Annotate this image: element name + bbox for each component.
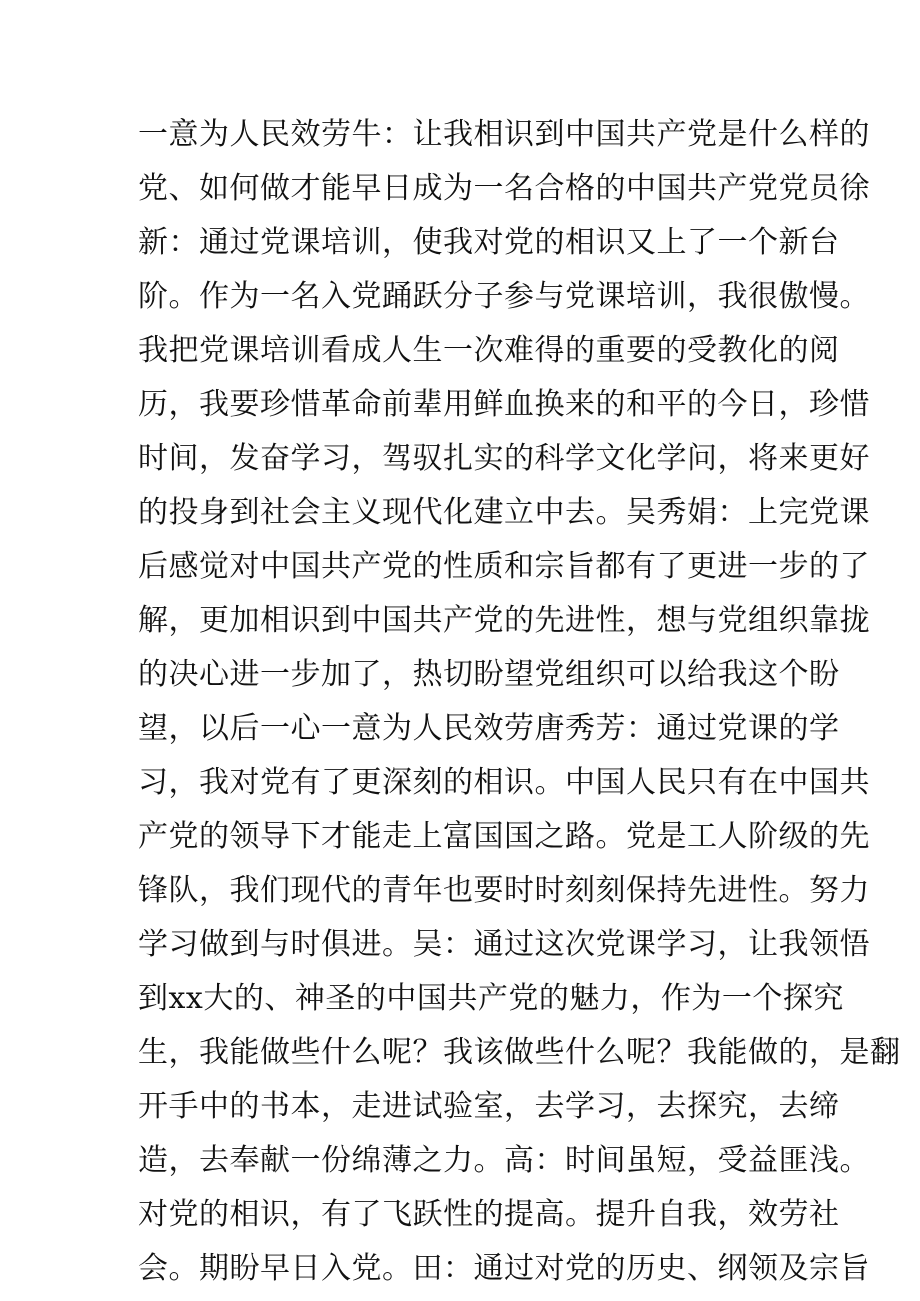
- text-line: 习，我对党有了更深刻的相识。中国人民只有在中国共: [138, 765, 870, 800]
- text-line: 会。期盼早日入党。田：通过对党的历史、纲领及宗旨: [138, 1251, 870, 1286]
- text-line: 产党的领导下才能走上富国国之路。党是工人阶级的先: [138, 819, 870, 854]
- text-line: 的投身到社会主义现代化建立中去。吴秀娟：上完党课: [138, 495, 870, 530]
- text-line: 解，更加相识到中国共产党的先进性，想与党组织靠拢: [138, 603, 870, 638]
- text-line: 的决心进一步加了，热切盼望党组织可以给我这个盼: [138, 657, 840, 692]
- text-line: 新：通过党课培训，使我对党的相识又上了一个新台: [138, 225, 840, 260]
- text-line: 时间，发奋学习，驾驭扎实的科学文化学问，将来更好: [138, 441, 870, 476]
- text-line: 对党的相识，有了飞跃性的提高。提升自我，效劳社: [138, 1197, 840, 1232]
- text-line: 到xx大的、神圣的中国共产党的魅力，作为一个探究: [138, 981, 844, 1016]
- text-line: 党、如何做才能早日成为一名合格的中国共产党党员徐: [138, 171, 870, 206]
- text-line: 我把党课培训看成人生一次难得的重要的受教化的阅: [138, 333, 840, 368]
- text-line: 开手中的书本，走进试验室，去学习，去探究，去缔: [138, 1089, 840, 1124]
- text-line: 一意为人民效劳牛：让我相识到中国共产党是什么样的: [138, 117, 870, 152]
- text-line: 生，我能做些什么呢？我该做些什么呢？我能做的，是翻: [138, 1035, 901, 1070]
- text-line: 阶。作为一名入党踊跃分子参与党课培训，我很傲慢。: [138, 279, 870, 314]
- text-line: 后感觉对中国共产党的性质和宗旨都有了更进一步的了: [138, 549, 870, 584]
- text-line: 锋队，我们现代的青年也要时时刻刻保持先进性。努力: [138, 873, 870, 908]
- text-line: 历，我要珍惜革命前辈用鲜血换来的和平的今日，珍惜: [138, 387, 870, 422]
- text-line: 学习做到与时俱进。吴：通过这次党课学习，让我领悟: [138, 927, 870, 962]
- text-line: 造，去奉献一份绵薄之力。高：时间虽短，受益匪浅。: [138, 1143, 870, 1178]
- text-line: 望，以后一心一意为人民效劳唐秀芳：通过党课的学: [138, 711, 840, 746]
- body-text: [138, 108, 901, 1296]
